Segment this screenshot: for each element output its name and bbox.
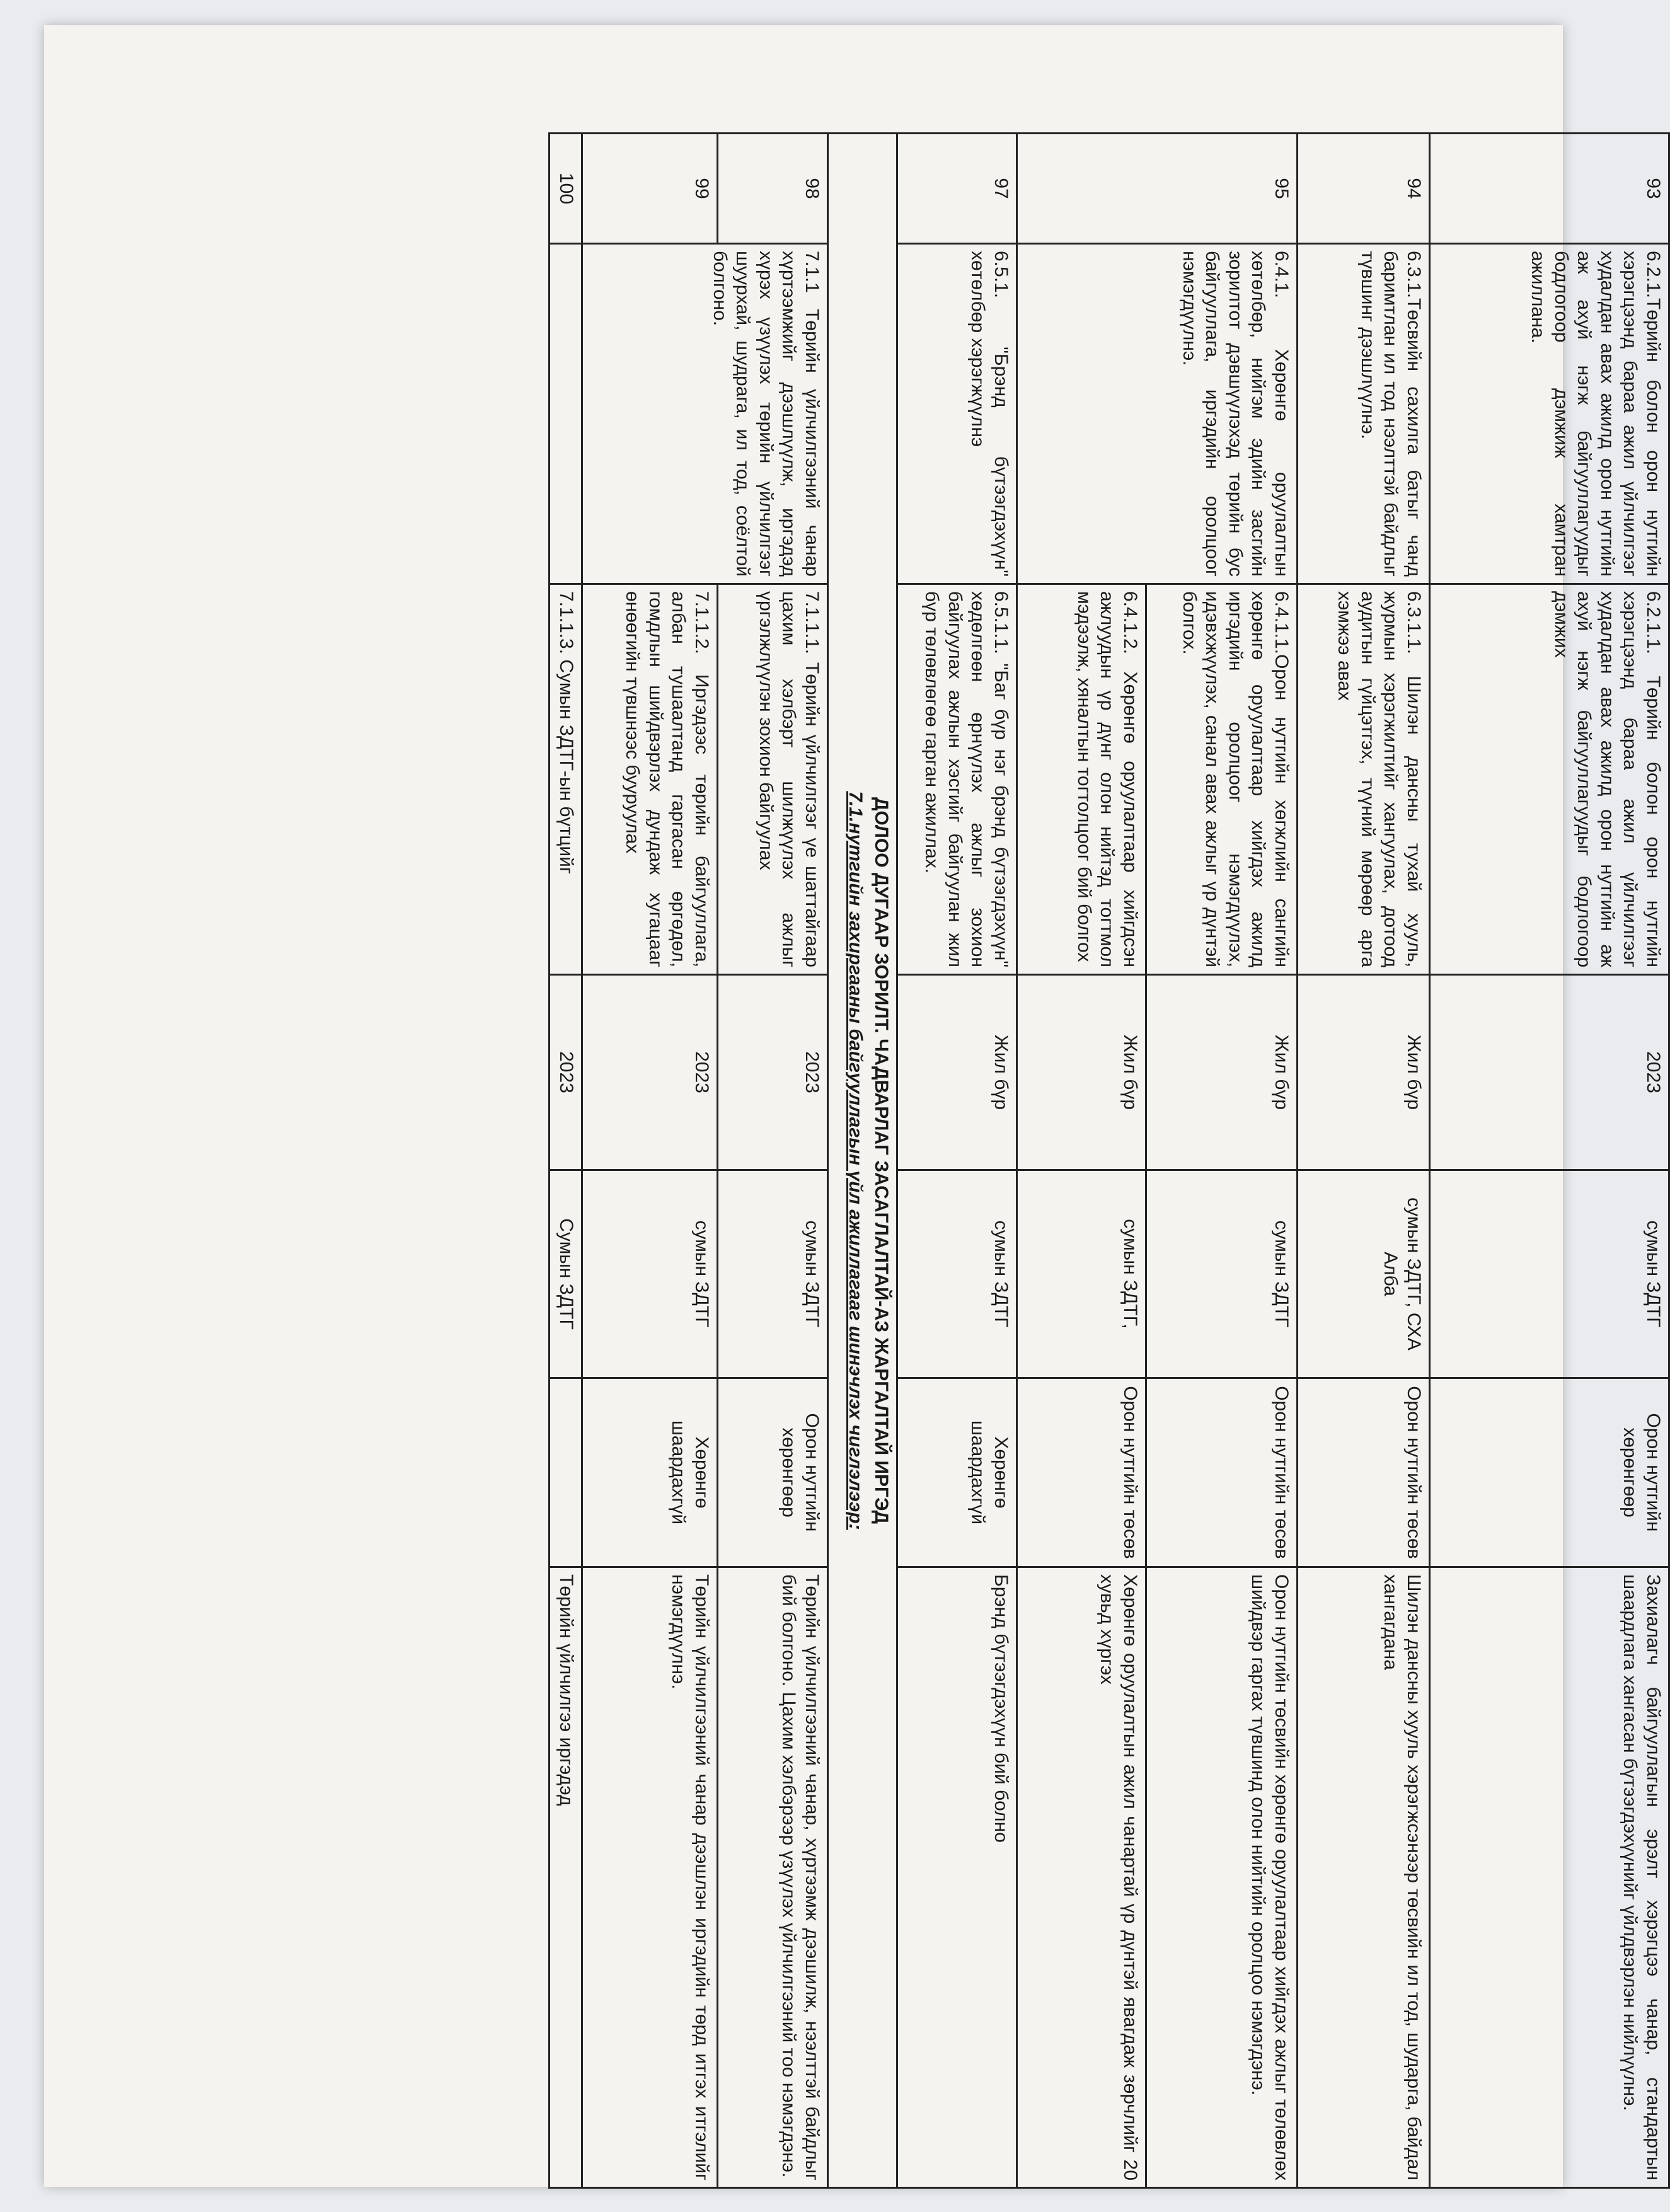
- goal-text: 7.1.1 Төрийн үйлчилгээний чанар хүртээмжийг дээшлүүлж, иргэдэд хүрэх: [755, 251, 822, 577]
- table-row: [1146, 134, 1298, 2188]
- action-cell: 7.1.1.1. Төрийн үйлчилгээг үе шаттайгаар цахим хэлбэрт шилжүүлэх ажлыг үргэлжлүүлэн зохион байгуулах: [718, 584, 828, 975]
- row-number: 94: [1298, 134, 1430, 244]
- action-cell: 6.5.1.1. "Баг бүр нэг брэнд бүтээгдэхүүн" хөдөлгөөн өрнүүлэх ажлыг зохион байгуулах ажлын хэсгийг байгуулан жил бүр төлөвлөгөө гарган ажиллах.: [897, 584, 1017, 975]
- funding-cell: Орон нутгийн төсөв: [1146, 1378, 1298, 1567]
- action-cell: 6.4.1.1.Орон нутгийн хөгжлийн сангийн хөрөнгө оруулалтаар хийгдэх ажилд иргэдийн оролцоог нэмэгдүүлэх, идэвхжүүлэх, санал авах ажлыг үр дүнтэй болгох.: [1146, 584, 1298, 975]
- row-number: 98: [718, 134, 828, 244]
- funding-cell: Хөрөнгө шаардахгүй: [897, 1378, 1017, 1567]
- responsible-cell: сумын ЗДТГ: [718, 1170, 828, 1378]
- period-cell: Жил бүр: [1146, 975, 1298, 1170]
- goal-cell: 6.2.1.Төрийн болон орон нутгийн хэрэгцээнд бараа ажил үйлчилгээг худалдан авах ажилд орон нутгийн аж ахуй нэгж байгууллагуудыг бодлогоор дэмжиж хамтран ажиллана.: [1430, 244, 1669, 584]
- row-number: 95: [1017, 134, 1298, 244]
- row-number: 93: [1430, 134, 1669, 244]
- goal-text-continued: үзүүлэх төрийн үйлчилгээг шуурхай, шудрага, ил тод, соёлтой болгоно.: [709, 251, 776, 577]
- result-cell: Хөрөнгө оруулалтын ажил чанартай үр дүнтэй явагдаж зөрчлийг 20 хувьд хүргэх: [1017, 1567, 1146, 2188]
- action-cell: 6.3.1.1. Шилэн дансны тухай хууль, журмын хэрэгжилтийг хангуулах, дотоод аудитын гүйцэтгэх, түүний мөрөөр арга хэмжээ авах: [1298, 584, 1430, 975]
- table-row: [1298, 134, 1430, 2188]
- period-cell: Жил бүр: [897, 975, 1017, 1170]
- chapter-title: ДОЛОО ДУГААР ЗОРИЛТ. ЧАДВАРЛАГ ЗАСАГЛАЛТАЙ-АЗ ЖАРГАЛТАЙ ИРГЭД: [871, 797, 892, 1524]
- period-cell: Жил бүр: [1017, 975, 1146, 1170]
- chapter-heading: [828, 134, 897, 2188]
- goal-cell: 6.3.1.Төсвийн сахилга батыг чанд баримтлан ил тод нээлттэй байдлыг түвшинг дээшлүүлнэ.: [1298, 244, 1430, 584]
- responsible-cell: сумын ЗДТГ: [582, 1170, 718, 1378]
- funding-cell: Орон нутгийн төсөв: [1298, 1378, 1430, 1567]
- result-cell: Захиалагч байгууллагын эрэлт хэрэгцээ чанар, стандартын шаардлага хангасан бүтээгдэхүүнийг үйлдвэрлэн нийлүүлнэ.: [1430, 1567, 1669, 2188]
- chapter-subtitle: 7.1.нутгийн захиргааны байгууллагын үйл ажиллагааг шинэчлэх чиглэлээр:: [845, 791, 867, 1530]
- period-cell: 2023: [550, 975, 582, 1170]
- action-cell: 6.4.1.2. Хөрөнгө оруулалтаар хийгдсэн ажлуудын үр дүнг олон нийтэд тогтмол мэдээлж, хяналтын тогтолцоог бий болгох: [1017, 584, 1146, 975]
- result-cell: Шилэн дансны хууль хэрэгжсэнээр төсвийн ил тод, шударга, байдал хангагдана: [1298, 1567, 1430, 2188]
- table-row: [1430, 134, 1669, 2188]
- result-cell: Төрийн үйлчилгээний чанар, хүртээмж дээшилж, нээлттэй байдлыг бий болгоно. Цахим хэлбэрээр үзүүлэх үйлчилгээний тоо нэмэгдэнэ.: [718, 1567, 828, 2188]
- goal-cell: [582, 244, 828, 584]
- responsible-cell: сумын ЗДТГ: [1430, 1170, 1669, 1378]
- action-text-continued: өнөөгийн түвшнээс бууруулах: [622, 591, 643, 854]
- action-text: 7.1.1.2. Иргэдээс төрийн байгууллага, албан тушаалтанд гаргасан өргөдөл, гомдлын шийдвэрлэх дундаж хугацааг: [645, 591, 712, 967]
- result-cell: Брэнд бүтээгдэхүүн бий болно: [897, 1567, 1017, 2188]
- responsible-cell: Сумын ЗДТГ: [550, 1170, 582, 1378]
- funding-cell: Орон нутгийн хөрөнгөөр: [718, 1378, 828, 1567]
- action-plan-table: [548, 132, 1670, 2189]
- table-row: [550, 134, 582, 2188]
- responsible-cell: сумын ЗДТГ,: [1017, 1170, 1146, 1378]
- action-cell: 7.1.1.3. Сумын ЗДТГ-ын бүтцийг: [550, 584, 582, 975]
- period-cell: 2023: [582, 975, 718, 1170]
- funding-cell: Орон нутгийн төсөв: [1017, 1378, 1146, 1567]
- result-cell: Төрийн үйлчилгээний чанар дээшлэн иргэдийн төрд итгэх итгэлийг нэмэгдүүлнэ.: [582, 1567, 718, 2188]
- responsible-cell: сумын ЗДТГ, СХА Алба: [1298, 1170, 1430, 1378]
- action-cell: [582, 584, 718, 975]
- table-row: [718, 134, 828, 2188]
- row-number: 100: [550, 134, 582, 244]
- scanned-page: [44, 25, 1664, 2187]
- funding-cell: Орон нутгийн хөрөнгөөр: [1430, 1378, 1669, 1567]
- result-cell: Орон нутгийн төсвийн хөрөнгө оруулалтаар хийгдэх ажлыг төлөвлөх шийдвэр гаргах түвшинд олон нийтийн оролцоо нэмэгдэнэ.: [1146, 1567, 1298, 2188]
- funding-cell: [550, 1378, 582, 1567]
- responsible-cell: сумын ЗДТГ: [897, 1170, 1017, 1378]
- goal-cell: 6.4.1. Хөрөнгө оруулалтын хөтөлбөр, нийгэм эдийн засгийн зорилтот дэвшүүлэхэд төрийн бус байгууллага, иргэдийн оролцоог нэмэгдүүлнэ.: [1017, 244, 1298, 584]
- period-cell: Жил бүр: [1298, 975, 1430, 1170]
- chapter-row: [828, 134, 897, 2188]
- funding-cell: Хөрөнгө шаардахгүй: [582, 1378, 718, 1567]
- result-cell: Төрийн үйлчилгээ иргэдэд: [550, 1567, 582, 2188]
- rotated-content: [239, 132, 1670, 2187]
- table-row: [897, 134, 1017, 2188]
- period-cell: 2023: [718, 975, 828, 1170]
- goal-cell: 6.5.1. "Брэнд бүтээгдэхүүн" хөтөлбөр хэрэгжүүлнэ: [897, 244, 1017, 584]
- row-number: 99: [582, 134, 718, 244]
- row-number: 97: [897, 134, 1017, 244]
- action-cell: 6.2.1.1. Төрийн болон орон нутгийн хэрэгцээнд бараа ажил үйлчилгээг худалдан авах ажилд орон нутгийн аж ахуй нэгж байгууллагуудыг бодлогоор дэмжих: [1430, 584, 1669, 975]
- goal-cell: [550, 244, 582, 584]
- period-cell: 2023: [1430, 975, 1669, 1170]
- responsible-cell: сумын ЗДТГ: [1146, 1170, 1298, 1378]
